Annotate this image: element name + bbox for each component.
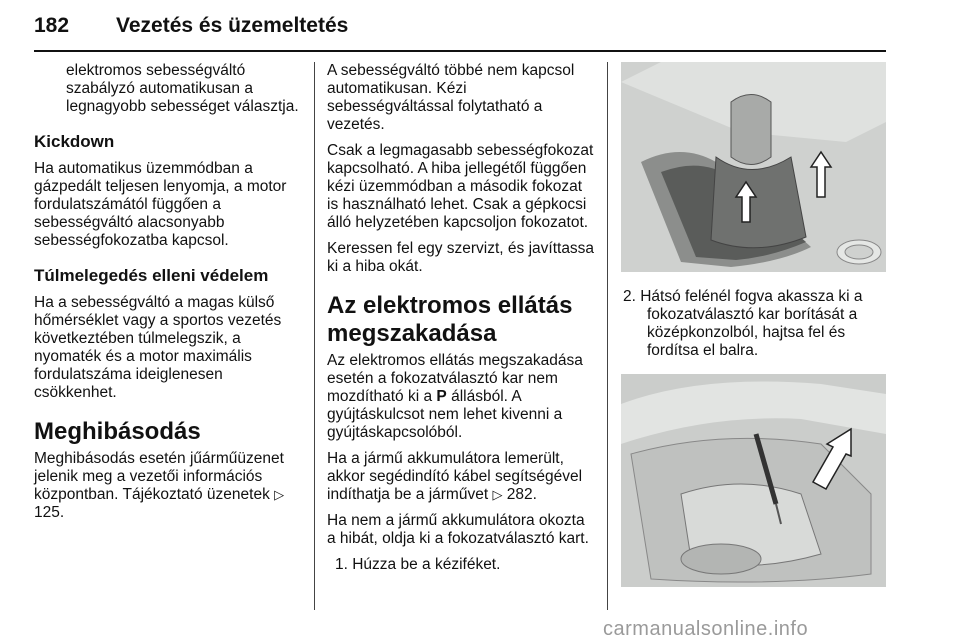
fault-paragraph (34, 450, 302, 522)
column-1 (34, 62, 302, 530)
kickdown-paragraph: Ha automatikus üzemmódban a gázpedált teljesen lenyomja, a motor fordulatszámától függően a sebességváltó alacsonyabb sebességfokozatba kapcsol. (34, 160, 287, 249)
p5-text: Ha a jármű akkumulátora lemerült, akkor segédindító kábel segítségével indíthatja be a járművet (327, 450, 583, 503)
step-2: 2. Hátsó felénél fogva akassza ki a fokozatválasztó kar borítását a középkonzolból, hajtsa fel és fordítsa el balra. (623, 288, 863, 359)
overheat-heading: Túlmelegedés elleni védelem (34, 266, 269, 285)
fault-text: Meghibásodás esetén jűárműüzenet jelenik meg a vezetői információs központban. Tájékoztató üzenetek (34, 450, 284, 503)
chapter-title: Vezetés és üzemeltetés (116, 14, 349, 37)
gear-lever-figure (621, 62, 886, 272)
paragraph-highest-gear: Csak a legmagasabb sebességfokozat kapcsolható. A hiba jellegétől függően kézi üzemmódban a második fokozat is használható lehet. Csak a gépkocsi álló helyzetében kapcsoljon fokozatot. (327, 142, 594, 231)
console-cover-figure (621, 374, 886, 587)
intro-paragraph: elektromos sebességváltó szabályzó automatikusan a legnagyobb sebességet választja. (66, 62, 299, 115)
paragraph-manual-shift: A sebességváltó többé nem kapcsol automatikusan. Kézi sebességváltással folytatható a vezetés. (327, 62, 575, 133)
p4-bold-p: P (436, 388, 447, 405)
header-rule (34, 50, 886, 52)
page-header (34, 6, 886, 46)
overheat-paragraph: Ha a sebességváltó a magas külső hőmérséklet vagy a sportos vezetés következtében túlmelegszik, a nyomaték és a motor maximális fordulatszáma ideiglenesen csökkenhet. (34, 294, 282, 401)
column-divider-1 (314, 62, 315, 610)
kickdown-heading: Kickdown (34, 132, 115, 151)
fault-ref-link[interactable]: 125. (34, 504, 65, 521)
step-1: 1. Húzza be a kéziféket. (335, 556, 501, 573)
battery-ref-link[interactable]: 282. (506, 486, 537, 503)
column-3 (621, 62, 886, 587)
gear-lever-illustration (621, 62, 886, 272)
paragraph-battery (327, 450, 595, 504)
p4-text-before: Az elektromos ellátás megszakadása esetén a fokozatválasztó kar nem mozdítható ki a (327, 352, 583, 405)
ref-arrow-icon[interactable]: ▷ (492, 487, 503, 502)
power-interruption-heading: Az elektromos ellátás megszakadása (327, 292, 573, 347)
page-number: 182 (34, 14, 70, 37)
column-2 (327, 62, 595, 582)
paragraph-release-lever: Ha nem a jármű akkumulátora okozta a hibát, oldja ki a fokozatválasztó kart. (327, 512, 589, 547)
watermark: carmanualsonline.info (603, 618, 809, 640)
paragraph-power-interruption (327, 352, 595, 442)
column-divider-2 (607, 62, 608, 610)
p4-text-after: állásból. A gyújtáskulcsot nem lehet kivenni a gyújtáskapcsolóból. (327, 388, 563, 441)
ref-arrow-icon[interactable]: ▷ (274, 487, 285, 502)
console-cover-illustration (621, 374, 886, 587)
fault-heading: Meghibásodás (34, 418, 201, 445)
paragraph-service: Keressen fel egy szervizt, és javíttassa ki a hiba okát. (327, 240, 595, 275)
